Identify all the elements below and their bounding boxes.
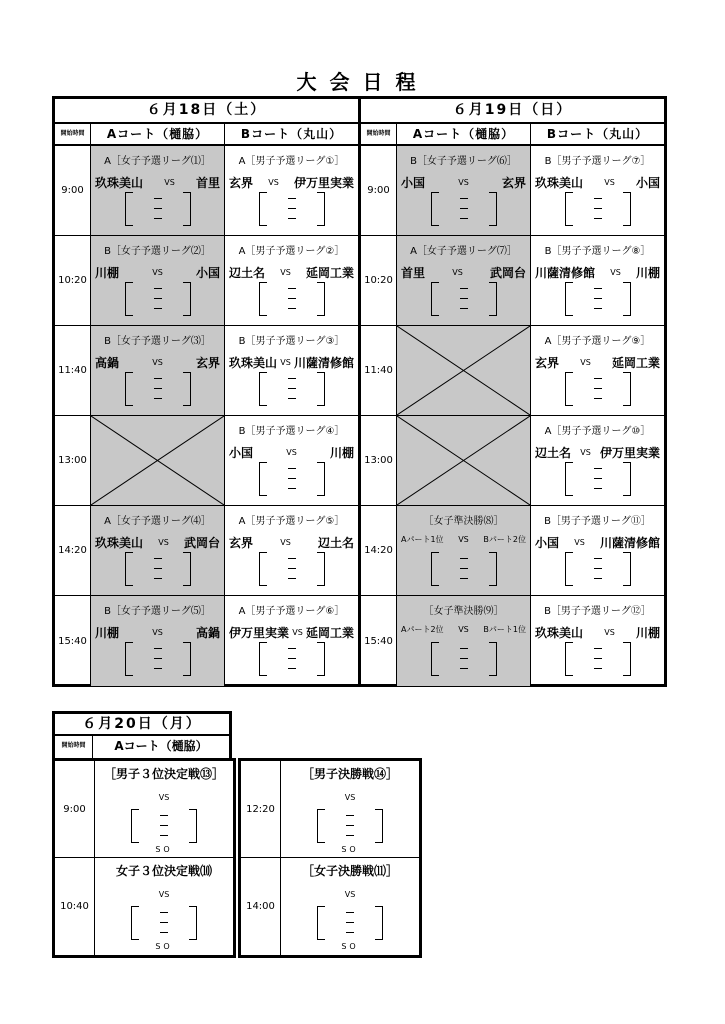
team-2: 延岡工業 xyxy=(611,356,660,370)
vs-label: VS xyxy=(574,538,585,547)
score-lines xyxy=(154,378,162,408)
bracket-left xyxy=(431,552,439,586)
score-bracket xyxy=(259,642,325,676)
schedule-row xyxy=(361,236,664,326)
team-1: 伊万里実業 xyxy=(229,626,290,640)
score-bracket xyxy=(125,372,191,406)
bracket-left xyxy=(259,192,267,226)
team-1: 小国 xyxy=(401,176,426,190)
team-1: 川棚 xyxy=(95,626,120,640)
cross-mark xyxy=(397,416,530,505)
team-2: 玄界 xyxy=(195,356,220,370)
bracket-left xyxy=(259,282,267,316)
bracket-left xyxy=(125,372,133,406)
score-bracket xyxy=(431,552,497,586)
team-1: 玄界 xyxy=(535,356,560,370)
start-time: 11:40 xyxy=(361,326,397,415)
team-2: 延岡工業 xyxy=(305,626,354,640)
schedule-row xyxy=(55,236,358,326)
day3-block-left xyxy=(52,758,236,958)
match-teams xyxy=(535,264,660,281)
match-cell xyxy=(225,236,358,325)
match-label: ［女子決勝戦⑾］ xyxy=(301,864,398,878)
vs-label: VS xyxy=(344,793,356,802)
match-cell xyxy=(225,596,358,686)
bracket-right xyxy=(623,372,631,406)
team-1: 川薩清修館 xyxy=(535,266,596,280)
match-cell xyxy=(531,416,664,505)
day3-court-a-header: Aコート（樋脇） xyxy=(114,739,208,753)
bracket-right xyxy=(623,192,631,226)
bracket-left xyxy=(125,552,133,586)
time-header: 開始時間 xyxy=(55,124,91,144)
match-label: B［女子予選リーグ⑶］ xyxy=(104,336,211,347)
vs-label: VS xyxy=(268,178,279,187)
score-lines xyxy=(288,198,296,228)
team-2: 小国 xyxy=(635,176,660,190)
score-bracket xyxy=(565,552,631,586)
shootout-label: SO xyxy=(155,845,173,854)
schedule-row xyxy=(55,416,358,506)
column-header xyxy=(55,124,358,146)
final-match-cell xyxy=(95,858,233,955)
match-cell xyxy=(397,146,531,235)
match-teams xyxy=(229,264,354,281)
day-table-1 xyxy=(52,96,361,687)
final-match-row xyxy=(241,761,419,858)
bracket-right xyxy=(317,462,325,496)
score-lines xyxy=(460,558,468,588)
final-match-cell xyxy=(95,761,233,857)
match-teams xyxy=(535,624,660,641)
score-bracket xyxy=(565,462,631,496)
bracket-right xyxy=(489,282,497,316)
match-label: B［男子予選リーグ⑧］ xyxy=(544,246,651,257)
match-cell xyxy=(397,596,531,686)
start-time: 12:20 xyxy=(241,761,281,857)
team-2: 玄界 xyxy=(501,176,526,190)
bracket-right xyxy=(317,642,325,676)
vs-label: VS xyxy=(152,628,163,637)
start-time: 14:00 xyxy=(241,858,281,955)
bracket-right xyxy=(183,642,191,676)
score-lines xyxy=(154,648,162,678)
bracket-left xyxy=(125,282,133,316)
bracket-left xyxy=(259,642,267,676)
score-lines xyxy=(460,288,468,318)
bracket-right xyxy=(623,282,631,316)
score-lines xyxy=(288,558,296,588)
team-1: Aパート1位 xyxy=(401,535,444,544)
team-2: 首里 xyxy=(195,176,220,190)
score-bracket xyxy=(565,642,631,676)
bracket-left xyxy=(565,192,573,226)
match-cell xyxy=(397,506,531,595)
match-label: A［男子予選リーグ⑥］ xyxy=(238,606,345,617)
match-cell xyxy=(91,146,225,235)
shootout-label: SO xyxy=(341,942,359,951)
bracket-right xyxy=(489,192,497,226)
match-cell xyxy=(91,506,225,595)
score-lines xyxy=(346,912,354,942)
vs-label: VS xyxy=(158,890,170,899)
score-bracket xyxy=(259,192,325,226)
match-teams xyxy=(535,444,660,461)
vs-label: VS xyxy=(580,358,591,367)
bracket-right xyxy=(183,552,191,586)
team-1: 小国 xyxy=(535,536,560,550)
team-2: 武岡台 xyxy=(183,536,220,550)
final-match-row xyxy=(55,761,233,858)
bracket-left xyxy=(431,192,439,226)
score-lines xyxy=(160,912,168,942)
team-2: 武岡台 xyxy=(489,266,526,280)
bracket-left xyxy=(317,809,325,843)
score-bracket xyxy=(131,906,197,940)
bracket-right xyxy=(623,462,631,496)
match-teams xyxy=(401,534,526,545)
team-2: 川棚 xyxy=(635,626,660,640)
bracket-left xyxy=(259,462,267,496)
bracket-left xyxy=(131,906,139,940)
team-1: 玄界 xyxy=(229,536,254,550)
team-2: 延岡工業 xyxy=(305,266,354,280)
day-date: ６月18日（土） xyxy=(55,99,358,124)
match-cell xyxy=(225,416,358,505)
team-1: 玖珠美山 xyxy=(229,356,278,370)
no-match-cell xyxy=(397,416,531,505)
schedule-row xyxy=(361,596,664,686)
bracket-left xyxy=(565,372,573,406)
start-time: 13:00 xyxy=(55,416,91,505)
start-time: 14:20 xyxy=(55,506,91,595)
schedule-row xyxy=(361,416,664,506)
vs-label: VS xyxy=(344,890,356,899)
bracket-right xyxy=(183,192,191,226)
schedule-row xyxy=(361,326,664,416)
match-teams xyxy=(95,264,220,281)
match-cell xyxy=(531,506,664,595)
bracket-left xyxy=(125,642,133,676)
match-label: A［女子予選リーグ⑴］ xyxy=(104,156,211,167)
bracket-left xyxy=(125,192,133,226)
match-label: B［男子予選リーグ⑦］ xyxy=(544,156,651,167)
score-bracket xyxy=(259,462,325,496)
start-time: 10:20 xyxy=(55,236,91,325)
team-2: Bパート2位 xyxy=(483,535,526,544)
final-match-cell xyxy=(281,761,419,857)
start-time: 11:40 xyxy=(55,326,91,415)
score-bracket xyxy=(125,282,191,316)
bracket-right xyxy=(317,192,325,226)
schedule-row xyxy=(361,506,664,596)
bracket-right xyxy=(623,642,631,676)
match-label: ［男子３位決定戦⑬］ xyxy=(103,767,224,781)
column-header xyxy=(361,124,664,146)
bracket-left xyxy=(259,372,267,406)
bracket-left xyxy=(565,552,573,586)
team-1: 辺土名 xyxy=(535,446,572,460)
match-cell xyxy=(397,236,531,325)
team-1: 玖珠美山 xyxy=(535,626,584,640)
start-time: 10:20 xyxy=(361,236,397,325)
match-label: B［女子予選リーグ⑸］ xyxy=(104,606,211,617)
score-lines xyxy=(594,198,602,228)
match-teams xyxy=(95,624,220,641)
vs-label: VS xyxy=(286,448,297,457)
start-time: 13:00 xyxy=(361,416,397,505)
start-time: 15:40 xyxy=(361,596,397,686)
score-lines xyxy=(288,648,296,678)
score-lines xyxy=(460,198,468,228)
vs-label: VS xyxy=(458,535,469,544)
match-label: A［女子予選リーグ⑷］ xyxy=(104,516,211,527)
bracket-left xyxy=(565,282,573,316)
day3-time-header: 開始時間 xyxy=(55,736,93,758)
schedule-row xyxy=(55,326,358,416)
bracket-right xyxy=(183,282,191,316)
score-bracket xyxy=(431,282,497,316)
bracket-left xyxy=(431,642,439,676)
team-2: 川棚 xyxy=(635,266,660,280)
day3-column-header xyxy=(52,736,232,758)
score-lines xyxy=(594,648,602,678)
match-label: A［女子予選リーグ⑺］ xyxy=(410,246,517,257)
day3-date: ６月20日（月） xyxy=(52,711,232,736)
start-time: 15:40 xyxy=(55,596,91,686)
vs-label: VS xyxy=(280,268,291,277)
vs-label: VS xyxy=(152,268,163,277)
match-cell xyxy=(531,236,664,325)
bracket-right xyxy=(189,906,197,940)
bracket-left xyxy=(259,552,267,586)
bracket-left xyxy=(131,809,139,843)
bracket-left xyxy=(317,906,325,940)
match-label: B［男子予選リーグ⑪］ xyxy=(544,516,651,527)
bracket-right xyxy=(317,552,325,586)
team-2: 小国 xyxy=(195,266,220,280)
court-a-header: Aコート（樋脇） xyxy=(397,124,531,144)
bracket-right xyxy=(317,282,325,316)
vs-label: VS xyxy=(158,793,170,802)
bracket-right xyxy=(317,372,325,406)
team-1: 玖珠美山 xyxy=(535,176,584,190)
shootout-label: SO xyxy=(155,942,173,951)
bracket-right xyxy=(375,906,383,940)
start-time: 10:40 xyxy=(55,858,95,955)
score-bracket xyxy=(431,192,497,226)
score-lines xyxy=(594,558,602,588)
bracket-right xyxy=(489,642,497,676)
score-bracket xyxy=(565,282,631,316)
team-2: 川棚 xyxy=(329,446,354,460)
score-bracket xyxy=(317,809,383,843)
match-teams xyxy=(535,534,660,551)
score-bracket xyxy=(259,282,325,316)
match-teams xyxy=(401,174,526,191)
score-lines xyxy=(288,378,296,408)
match-label: A［男子予選リーグ①］ xyxy=(238,156,345,167)
match-teams xyxy=(229,354,354,371)
score-lines xyxy=(346,815,354,845)
score-bracket xyxy=(431,642,497,676)
match-label: A［男子予選リーグ⑩］ xyxy=(544,426,651,437)
match-teams xyxy=(229,534,354,551)
score-lines xyxy=(288,468,296,498)
match-cell xyxy=(531,326,664,415)
vs-label: VS xyxy=(452,268,463,277)
match-cell xyxy=(225,326,358,415)
vs-label: VS xyxy=(292,628,303,637)
match-cell xyxy=(531,596,664,686)
bracket-left xyxy=(431,282,439,316)
bracket-right xyxy=(623,552,631,586)
final-match-cell xyxy=(281,858,419,955)
vs-label: VS xyxy=(164,178,175,187)
match-cell xyxy=(91,326,225,415)
no-match-cell xyxy=(397,326,531,415)
schedule-row xyxy=(55,596,358,686)
page-title: 大会日程 xyxy=(296,70,429,94)
bracket-left xyxy=(565,642,573,676)
match-teams xyxy=(401,264,526,281)
team-1: 玖珠美山 xyxy=(95,536,144,550)
match-teams xyxy=(95,174,220,191)
cross-mark xyxy=(397,326,530,415)
team-2: 伊万里実業 xyxy=(599,446,660,460)
shootout-label: SO xyxy=(341,845,359,854)
vs-label: VS xyxy=(604,628,615,637)
team-1: 小国 xyxy=(229,446,254,460)
match-cell xyxy=(225,506,358,595)
team-1: 首里 xyxy=(401,266,426,280)
team-1: 辺土名 xyxy=(229,266,266,280)
score-lines xyxy=(288,288,296,318)
court-a-header: Aコート（樋脇） xyxy=(91,124,225,144)
vs-label: VS xyxy=(580,448,591,457)
team-2: 辺土名 xyxy=(317,536,354,550)
day-table-2 xyxy=(358,96,667,687)
schedule-row xyxy=(55,506,358,596)
score-bracket xyxy=(565,192,631,226)
score-lines xyxy=(594,288,602,318)
bracket-right xyxy=(489,552,497,586)
match-label: B［男子予選リーグ④］ xyxy=(238,426,345,437)
schedule-row xyxy=(361,146,664,236)
score-bracket xyxy=(259,552,325,586)
score-lines xyxy=(154,198,162,228)
day-date: ６月19日（日） xyxy=(361,99,664,124)
start-time: 9:00 xyxy=(55,146,91,235)
team-1: 高鍋 xyxy=(95,356,120,370)
score-lines xyxy=(160,815,168,845)
team-1: Aパート2位 xyxy=(401,625,444,634)
match-teams xyxy=(95,354,220,371)
match-label: B［女子予選リーグ⑵］ xyxy=(104,246,211,257)
bracket-right xyxy=(189,809,197,843)
vs-label: VS xyxy=(604,178,615,187)
schedule-row xyxy=(55,146,358,236)
match-teams xyxy=(229,174,354,191)
score-lines xyxy=(594,468,602,498)
team-2: Bパート1位 xyxy=(483,625,526,634)
match-teams xyxy=(535,354,660,371)
day3-block-right xyxy=(238,758,422,958)
vs-label: VS xyxy=(280,358,291,367)
match-teams xyxy=(535,174,660,191)
vs-label: VS xyxy=(610,268,621,277)
score-bracket xyxy=(565,372,631,406)
score-bracket xyxy=(125,192,191,226)
match-label: B［女子予選リーグ⑹］ xyxy=(410,156,517,167)
vs-label: VS xyxy=(280,538,291,547)
score-lines xyxy=(460,648,468,678)
match-cell xyxy=(531,146,664,235)
no-match-cell xyxy=(91,416,225,505)
start-time: 14:20 xyxy=(361,506,397,595)
match-label: B［男子予選リーグ③］ xyxy=(238,336,345,347)
vs-label: VS xyxy=(458,178,469,187)
match-label: B［男子予選リーグ⑫］ xyxy=(544,606,651,617)
cross-mark xyxy=(91,416,224,505)
match-label: ［男子決勝戦⑭］ xyxy=(301,767,398,781)
score-bracket xyxy=(125,642,191,676)
vs-label: VS xyxy=(158,538,169,547)
match-label: ［女子準決勝⑼］ xyxy=(423,606,504,617)
match-teams xyxy=(229,444,354,461)
match-cell xyxy=(91,596,225,686)
score-bracket xyxy=(125,552,191,586)
start-time: 9:00 xyxy=(361,146,397,235)
bracket-right xyxy=(375,809,383,843)
time-header: 開始時間 xyxy=(361,124,397,144)
team-2: 伊万里実業 xyxy=(293,176,354,190)
score-lines xyxy=(154,558,162,588)
match-teams xyxy=(95,534,220,551)
match-teams xyxy=(229,624,354,641)
court-b-header: Bコート（丸山） xyxy=(546,127,649,141)
bracket-right xyxy=(183,372,191,406)
court-b-header: Bコート（丸山） xyxy=(240,127,343,141)
score-lines xyxy=(594,378,602,408)
match-label: A［男子予選リーグ⑤］ xyxy=(238,516,345,527)
score-lines xyxy=(154,288,162,318)
score-bracket xyxy=(131,809,197,843)
match-label: A［男子予選リーグ②］ xyxy=(238,246,345,257)
team-1: 玄界 xyxy=(229,176,254,190)
match-teams xyxy=(401,624,526,635)
team-2: 川薩清修館 xyxy=(293,356,354,370)
vs-label: VS xyxy=(458,625,469,634)
team-1: 川棚 xyxy=(95,266,120,280)
team-1: 玖珠美山 xyxy=(95,176,144,190)
match-label: 女子３位決定戦⑽ xyxy=(115,864,212,878)
start-time: 9:00 xyxy=(55,761,95,857)
match-label: ［女子準決勝⑻］ xyxy=(423,516,504,527)
final-match-row xyxy=(241,858,419,955)
vs-label: VS xyxy=(152,358,163,367)
team-2: 川薩清修館 xyxy=(599,536,660,550)
score-bracket xyxy=(317,906,383,940)
match-cell xyxy=(91,236,225,325)
team-2: 高鍋 xyxy=(195,626,220,640)
bracket-left xyxy=(565,462,573,496)
match-label: A［男子予選リーグ⑨］ xyxy=(544,336,651,347)
final-match-row xyxy=(55,858,233,955)
score-bracket xyxy=(259,372,325,406)
match-cell xyxy=(225,146,358,235)
